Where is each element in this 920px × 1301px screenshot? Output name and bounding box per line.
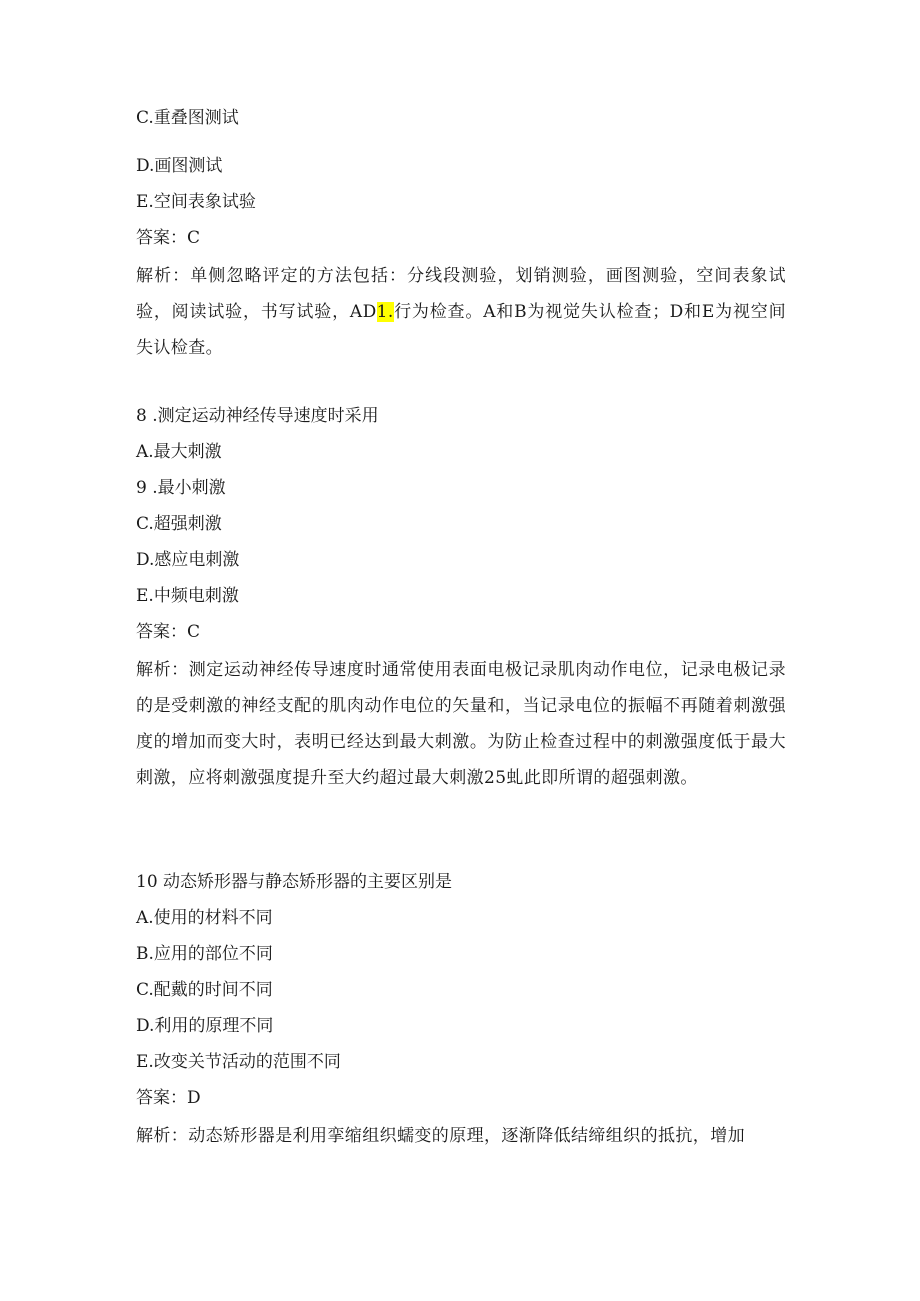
option-e: E.中频电刺激: [136, 586, 239, 606]
option-c: C.配戴的时间不同: [136, 980, 273, 1000]
option-d: D.感应电刺激: [136, 550, 240, 570]
question-8: 8 .测定运动神经传导速度时采用: [136, 406, 379, 426]
option-d: D.画图测试: [136, 156, 223, 176]
option-e: E.空间表象试验: [136, 192, 256, 212]
option-c: C.超强刺激: [136, 514, 222, 534]
option-e: E.改变关节活动的范围不同: [136, 1052, 341, 1072]
answer: 答案：C: [136, 622, 201, 642]
option-a: A.最大刺激: [136, 442, 222, 462]
analysis-paragraph: 解析：动态矫形器是利用挛缩组织蠕变的原理，逐渐降低结缔组织的抵抗，增加: [136, 1126, 745, 1146]
analysis-text-a: 解析：单侧忽略评定的方法包括：分线段测验，划销测验，画图测验，空间表象试验，阅读试验，书写试验，AD: [136, 266, 786, 322]
analysis-paragraph: 解析：测定运动神经传导速度时通常使用表面电极记录肌肉动作电位，记录电极记录的是受刺激的神经支配的肌肉动作电位的矢量和，当记录电位的振幅不再随着刺激强度的增加而变大时，表明已经达到最大刺激。为防止检查过程中的刺激强度低于最大刺激，应将刺激强度提升至大约超过最大刺激25虬此即所谓的超强刺激。: [136, 660, 786, 788]
question-10: 10 动态矫形器与静态矫形器的主要区别是: [136, 872, 453, 892]
option-b: B.应用的部位不同: [136, 944, 273, 964]
option-b: 9 .最小刺激: [136, 478, 226, 498]
option-c: C.重叠图测试: [136, 108, 239, 128]
highlighted-text: 1.: [376, 302, 394, 322]
answer: 答案：C: [136, 228, 201, 248]
analysis-paragraph: [136, 258, 786, 366]
option-a: A.使用的材料不同: [136, 908, 273, 928]
analysis-text-b: 行为检查。A和B为视觉失认检查；D和E为视空间失认检查。: [136, 302, 786, 358]
option-d: D.利用的原理不同: [136, 1016, 274, 1036]
answer: 答案：D: [136, 1088, 201, 1108]
